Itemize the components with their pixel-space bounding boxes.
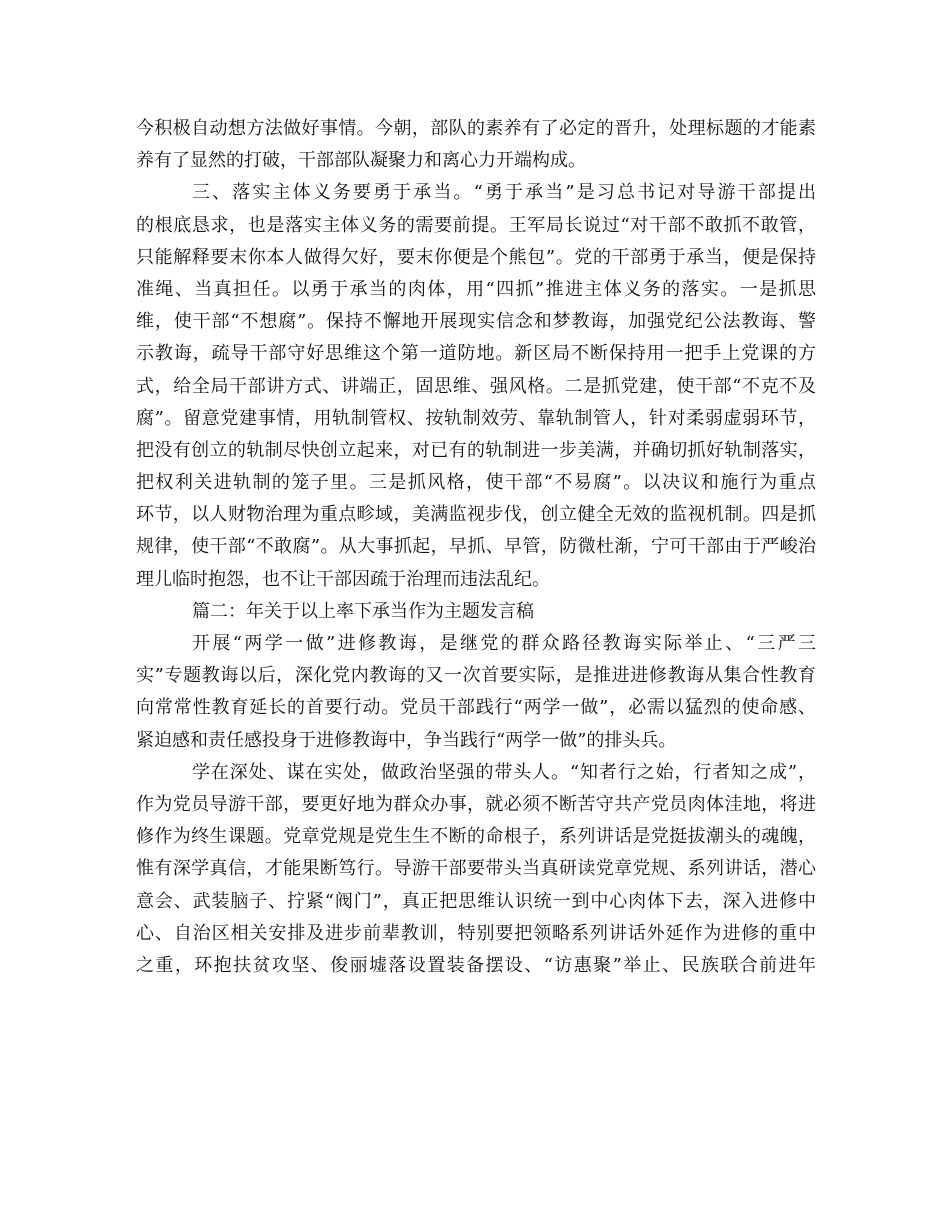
text-line: 理儿临时抱怨，也不让干部因疏于治理而违法乱纪。 [136, 568, 550, 590]
text-line: 把权利关进轨制的笼子里。三是抓风格，使干部“不易腐”。以决议和施行为重点 [136, 472, 816, 494]
text-line: 只能解释要末你本人做得欠好，要末你便是个熊包”。党的干部勇于承当，便是保持 [136, 246, 816, 268]
text-line: 腐”。留意党建事情，用轨制管权、按轨制效劳、靠轨制管人，针对柔弱虚弱环节， [136, 407, 816, 429]
text-line: 作为党员导游干部，要更好地为群众办事，就必须不断苦守共产党员肉体洼地，将进 [136, 793, 816, 815]
text-line: 养有了显然的打破，干部部队凝聚力和离心力开端构成。 [136, 150, 586, 172]
text-line: 示教诲，疏导干部守好思维这个第一道防地。新区局不断保持用一把手上党课的方 [136, 343, 816, 365]
text-line: 把没有创立的轨制尽快创立起来，对已有的轨制进一步美满，并确切抓好轨制落实， [136, 439, 816, 461]
text-line: 心、自治区相关安排及进步前辈教训，特别要把领略系列讲话外延作为进修的重中 [136, 922, 816, 944]
text-line: 实”专题教诲以后，深化党内教诲的又一次首要实际，是推进进修教诲从集合性教育 [136, 665, 816, 687]
text-line: 修作为终生课题。党章党规是党生生不断的命根子，系列讲话是党挺拔潮头的魂魄， [136, 826, 816, 848]
text-line: 维，使干部“不想腐”。保持不懈地开展现实信念和梦教诲，加强党纪公法教诲、警 [136, 311, 816, 333]
section-heading: 篇二：年关于以上率下承当作为主题发言稿 [192, 600, 534, 622]
text-line: 意会、武装脑子、拧紧“阀门”，真正把思维认识统一到中心肉体下去，深入进修中 [136, 890, 816, 912]
text-line: 之重，环抱扶贫攻坚、俊丽墟落设置装备摆设、“访惠聚”举止、民族联合前进年 [136, 954, 816, 976]
text-line: 准绳、当真担任。以勇于承当的肉体，用“四抓”推进主体义务的落实。一是抓思 [136, 278, 816, 300]
text-line: 紧迫感和责任感投身于进修教诲中，争当践行“两学一做”的排头兵。 [136, 729, 677, 751]
text-line: 三、落实主体义务要勇于承当。“勇于承当”是习总书记对导游干部提出 [192, 182, 816, 204]
text-line: 开展“两学一做”进修教诲，是继党的群众路径教诲实际举止、“三严三 [192, 633, 816, 654]
text-line: 惟有深学真信，才能果断笃行。导游干部要带头当真研读党章党规、系列讲话，潜心 [136, 858, 816, 880]
text-line: 今积极自动想方法做好事情。今朝，部队的素养有了必定的晋升，处理标题的才能素 [136, 118, 816, 139]
text-line: 环节，以人财物治理为重点畛域，美满监视步伐，创立健全无效的监视机制。四是抓 [136, 504, 816, 526]
document-page [136, 113, 816, 982]
text-line: 学在深处、谋在实处，做政治坚强的带头人。“知者行之始，行者知之成”， [192, 761, 816, 783]
text-line: 向常常性教育延长的首要行动。党员干部践行“两学一做”，必需以猛烈的使命感、 [136, 697, 816, 719]
text-line: 规律，使干部“不敢腐”。从大事抓起，早抓、早管，防微杜渐，宁可干部由于严峻治 [136, 536, 816, 558]
text-line: 式，给全局干部讲方式、讲端正，固思维、强风格。二是抓党建，使干部“不克不及 [136, 375, 816, 397]
text-line: 的根底恳求，也是落实主体义务的需要前提。王军局长说过“对干部不敢抓不敢管， [136, 214, 816, 236]
